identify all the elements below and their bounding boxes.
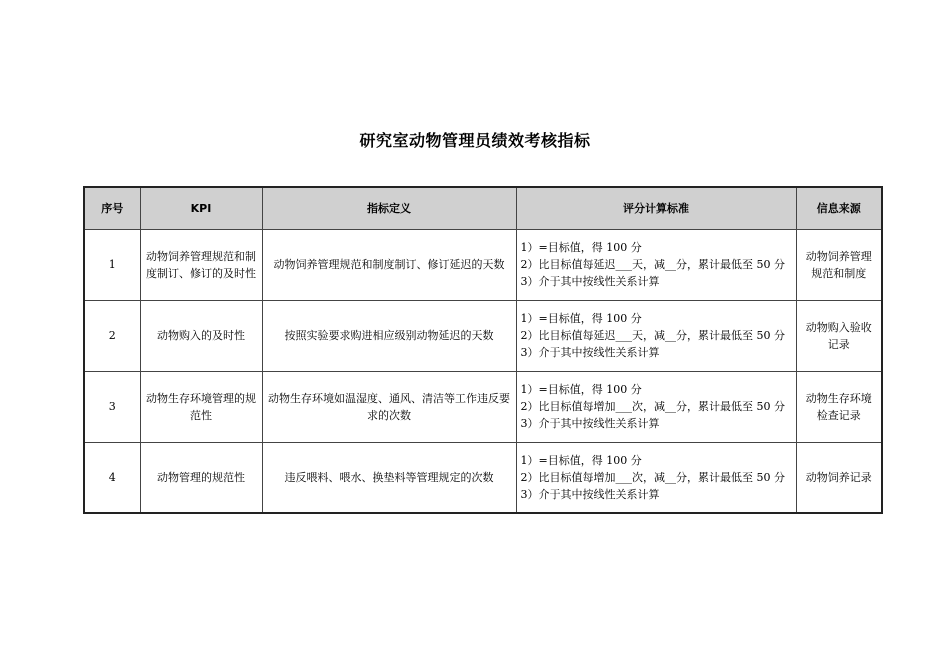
row-kpi: 动物管理的规范性 bbox=[140, 442, 262, 513]
table-row bbox=[84, 229, 882, 300]
header-definition: 指标定义 bbox=[262, 187, 516, 229]
page-title: 研究室动物管理员绩效考核指标 bbox=[359, 131, 591, 150]
table-row bbox=[84, 300, 882, 371]
criteria-line: 3）介于其中按线性关系计算 bbox=[520, 417, 660, 430]
row-source: 动物饲养管理规范和制度 bbox=[796, 229, 882, 300]
table-row bbox=[84, 371, 882, 442]
criteria-line: 1）=目标值，得 100 分 bbox=[520, 383, 642, 396]
row-definition: 动物饲养管理规范和制度制订、修订延迟的天数 bbox=[262, 229, 516, 300]
row-index: 1 bbox=[84, 229, 140, 300]
row-kpi: 动物饲养管理规范和制度制订、修订的及时性 bbox=[140, 229, 262, 300]
row-definition: 按照实验要求购进相应级别动物延迟的天数 bbox=[262, 300, 516, 371]
criteria-line: 3）介于其中按线性关系计算 bbox=[520, 487, 660, 501]
criteria-line: 2）比目标值每增加___次，减__分，累计最低至 50 分 bbox=[520, 470, 785, 484]
row-source: 动物饲养记录 bbox=[796, 442, 882, 513]
header-kpi: KPI bbox=[140, 187, 262, 229]
row-criteria bbox=[516, 442, 796, 513]
row-index: 3 bbox=[84, 371, 140, 442]
row-criteria bbox=[516, 229, 796, 300]
kpi-table bbox=[83, 186, 883, 514]
header-index: 序号 bbox=[84, 187, 140, 229]
row-criteria bbox=[516, 300, 796, 371]
row-kpi: 动物购入的及时性 bbox=[140, 300, 262, 371]
table-header bbox=[84, 187, 882, 229]
row-source: 动物生存环境检查记录 bbox=[796, 371, 882, 442]
row-index: 2 bbox=[84, 300, 140, 371]
table-body bbox=[84, 229, 882, 513]
table-row bbox=[84, 442, 882, 513]
header-source: 信息来源 bbox=[796, 187, 882, 229]
header-row bbox=[84, 187, 882, 229]
row-source: 动物购入验收记录 bbox=[796, 300, 882, 371]
criteria-line: 1）=目标值，得 100 分 bbox=[520, 312, 642, 325]
criteria-line: 3）介于其中按线性关系计算 bbox=[520, 346, 660, 359]
row-definition: 动物生存环境如温湿度、通风、清洁等工作违反要求的次数 bbox=[262, 371, 516, 442]
header-criteria: 评分计算标准 bbox=[516, 187, 796, 229]
row-kpi: 动物生存环境管理的规范性 bbox=[140, 371, 262, 442]
criteria-line: 3）介于其中按线性关系计算 bbox=[520, 275, 660, 288]
row-criteria bbox=[516, 371, 796, 442]
row-index: 4 bbox=[84, 442, 140, 513]
criteria-line: 2）比目标值每延迟___天，减__分，累计最低至 50 分 bbox=[520, 329, 785, 342]
criteria-line: 2）比目标值每增加___次，减__分，累计最低至 50 分 bbox=[520, 400, 785, 413]
criteria-line: 1）=目标值，得 100 分 bbox=[520, 453, 642, 467]
criteria-line: 1）=目标值，得 100 分 bbox=[520, 241, 642, 254]
row-definition: 违反喂料、喂水、换垫料等管理规定的次数 bbox=[262, 442, 516, 513]
criteria-line: 2）比目标值每延迟___天，减__分，累计最低至 50 分 bbox=[520, 258, 785, 271]
